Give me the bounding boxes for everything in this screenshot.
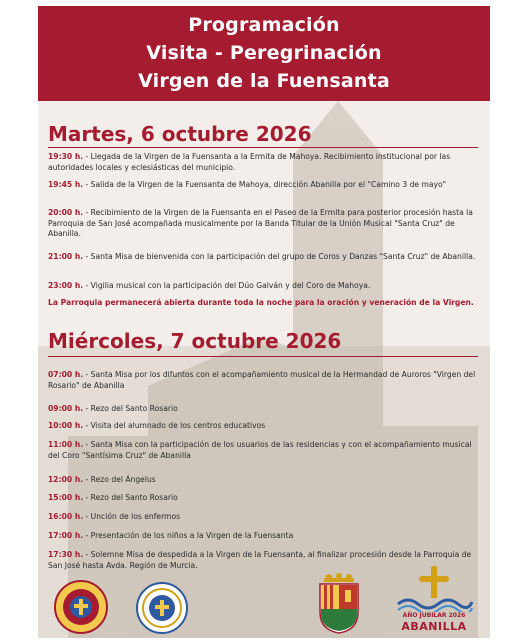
jubilee-cross-icon bbox=[394, 566, 474, 612]
entry-text: - Rezo del Santo Rosario bbox=[83, 404, 178, 413]
entry-text: - Solemne Misa de despedida a la Virgen de la Fuensanta, al finalizar procesión desde la Parroquia de San José hasta Avda. Región de Murcia. bbox=[48, 550, 472, 570]
entry-text: - Santa Misa de bienvenida con la participación del grupo de Coros y Danzas "Santa Cruz" de Abanilla. bbox=[83, 252, 476, 261]
day1-heading: Martes, 6 octubre 2026 bbox=[48, 122, 312, 146]
day1-notice: La Parroquia permanecerá abierta durante toda la noche para la oración y veneración de la Virgen. bbox=[48, 298, 474, 307]
day2-entry bbox=[48, 370, 480, 391]
entry-time: 17:30 h. bbox=[48, 550, 84, 559]
entry-text: - Recibimiento de la Virgen de la Fuensanta en el Paseo de la Ermita para posterior procesión hasta la Parroquia de San José acompañada musicalmente por la Banda Titular de la Unión Musical "Santa Cruz" de Abanilla. bbox=[48, 208, 473, 238]
poster bbox=[38, 6, 490, 638]
day1-entry bbox=[48, 208, 480, 240]
day2-entry bbox=[48, 493, 480, 504]
cofradia-seal-logo bbox=[136, 582, 188, 634]
entry-time: 16:00 h. bbox=[48, 512, 84, 521]
entry-time: 17:00 h. bbox=[48, 531, 84, 540]
entry-time: 23:00 h. bbox=[48, 281, 84, 290]
entry-time: 19:45 h. bbox=[48, 180, 84, 189]
title-line-1: Programación bbox=[188, 14, 340, 36]
entry-text: - Unción de los enfermos bbox=[83, 512, 181, 521]
entry-text: - Llegada de la Virgen de la Fuensanta a la Ermita de Mahoya. Recibimiento institucional por las autoridades locales y eclesiásticas del municipio. bbox=[48, 152, 451, 172]
jubilee-town-label: ABANILLA bbox=[401, 620, 467, 633]
entry-text: - Rezo del Santo Rosario bbox=[83, 493, 178, 502]
header-banner bbox=[38, 6, 490, 101]
coat-of-arms-logo bbox=[314, 572, 364, 634]
entry-time: 09:00 h. bbox=[48, 404, 84, 413]
title-line-2: Visita - Peregrinación bbox=[146, 42, 382, 64]
day1-entry bbox=[48, 180, 480, 191]
day2-entry bbox=[48, 440, 480, 461]
entry-text: - Rezo del Ángelus bbox=[83, 475, 156, 484]
entry-time: 10:00 h. bbox=[48, 421, 84, 430]
day2-entry bbox=[48, 475, 480, 486]
hermandad-seal-logo bbox=[54, 580, 108, 634]
day2-divider bbox=[48, 356, 478, 357]
entry-time: 21:00 h. bbox=[48, 252, 84, 261]
entry-text: - Visita del alumnado de los centros educativos bbox=[83, 421, 266, 430]
day2-entry bbox=[48, 531, 480, 542]
entry-text: - Santa Misa con la participación de los usuarios de las residencias y con el acompañamiento musical del Coro "Santísima Cruz" de Abanilla bbox=[48, 440, 472, 460]
entry-text: - Salida de la Virgen de la Fuensanta de Mahoya, dirección Abanilla por el "Camino 3 de mayo" bbox=[83, 180, 447, 189]
day1-divider bbox=[48, 147, 478, 148]
day1-entry bbox=[48, 252, 480, 263]
day2-entry bbox=[48, 421, 480, 432]
jubilee-year-label: AÑO JUBILAR 2026 bbox=[402, 612, 466, 619]
day1-entry bbox=[48, 152, 480, 173]
entry-text: - Santa Misa por los difuntos con el acompañamiento musical de la Hermandad de Auroros "Virgen del Rosario" de Abanilla bbox=[48, 370, 476, 390]
entry-time: 15:00 h. bbox=[48, 493, 84, 502]
entry-time: 12:00 h. bbox=[48, 475, 84, 484]
entry-text: - Vigilia musical con la participación del Dúo Galván y del Coro de Mahoya. bbox=[83, 281, 371, 290]
entry-time: 11:00 h. bbox=[48, 440, 84, 449]
entry-time: 07:00 h. bbox=[48, 370, 84, 379]
title-line-3: Virgen de la Fuensanta bbox=[138, 70, 390, 92]
entry-text: - Presentación de los niños a la Virgen de la Fuensanta bbox=[83, 531, 294, 540]
day2-entry bbox=[48, 404, 480, 415]
day2-entry bbox=[48, 512, 480, 523]
entry-time: 19:30 h. bbox=[48, 152, 84, 161]
day2-heading: Miércoles, 7 octubre 2026 bbox=[48, 329, 342, 353]
entry-time: 20:00 h. bbox=[48, 208, 84, 217]
day1-entry bbox=[48, 281, 480, 292]
